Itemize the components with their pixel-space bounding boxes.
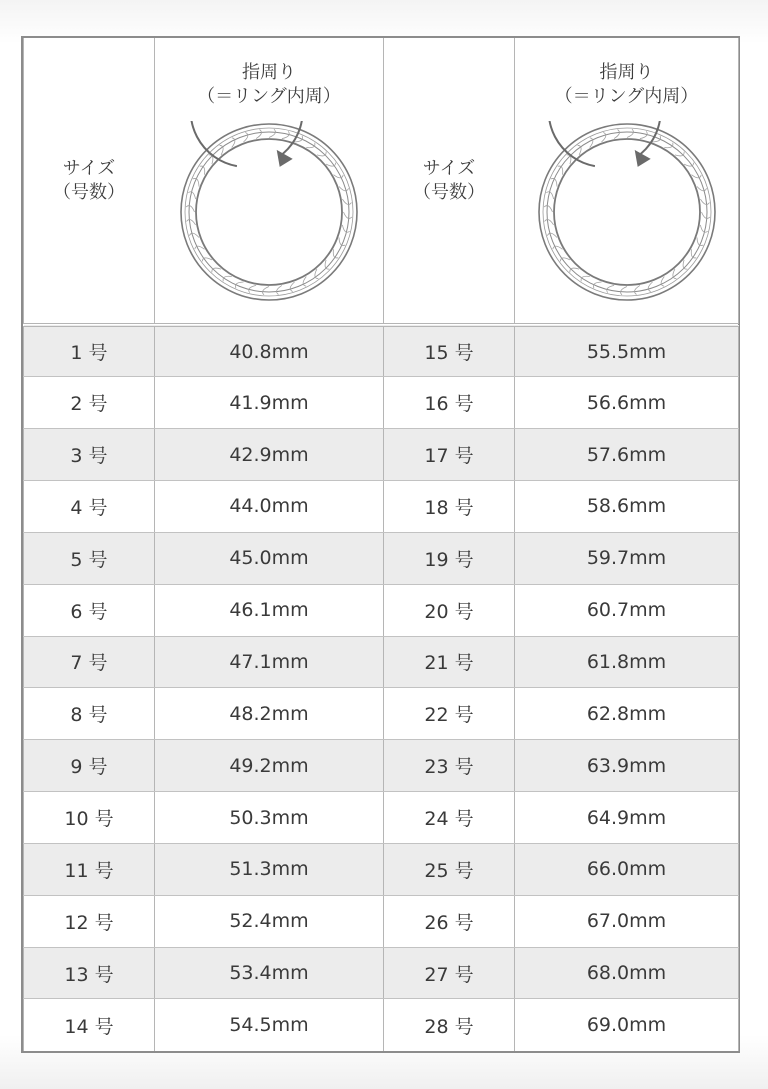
table-row: [24, 843, 739, 895]
circumference-column-header-2: [515, 38, 739, 325]
circumference-header-label: 指周り: [599, 61, 654, 83]
size-cell: 8 号: [24, 688, 155, 740]
size-cell: 11 号: [24, 843, 155, 895]
circumference-cell: 58.6mm: [515, 481, 739, 533]
circumference-cell: 40.8mm: [155, 325, 384, 377]
size-cell: 26 号: [384, 895, 515, 947]
size-cell: 14 号: [24, 999, 155, 1051]
size-cell: 25 号: [384, 843, 515, 895]
circumference-cell: 60.7mm: [515, 584, 739, 636]
size-cell: 28 号: [384, 999, 515, 1051]
table-row: [24, 532, 739, 584]
size-header-label: サイズ: [62, 157, 116, 179]
ring-with-arrow-icon: [536, 121, 718, 303]
circumference-column-header: [155, 38, 384, 325]
circumference-cell: 47.1mm: [155, 636, 384, 688]
table-row: [24, 947, 739, 999]
size-header-sublabel: （号数）: [413, 181, 485, 203]
size-cell: 12 号: [24, 895, 155, 947]
table-row: [24, 688, 739, 740]
size-cell: 19 号: [384, 532, 515, 584]
size-cell: 2 号: [24, 377, 155, 429]
table-row: [24, 792, 739, 844]
ring-with-arrow-icon: [178, 121, 360, 303]
size-cell: 4 号: [24, 481, 155, 533]
circumference-cell: 48.2mm: [155, 688, 384, 740]
size-cell: 7 号: [24, 636, 155, 688]
size-cell: 1 号: [24, 325, 155, 377]
size-cell: 10 号: [24, 792, 155, 844]
table-row: [24, 377, 739, 429]
table-row: [24, 740, 739, 792]
circumference-cell: 56.6mm: [515, 377, 739, 429]
table-header-row: [24, 38, 739, 325]
size-cell: 9 号: [24, 740, 155, 792]
circumference-cell: 54.5mm: [155, 999, 384, 1051]
circumference-cell: 44.0mm: [155, 481, 384, 533]
size-column-header-2: [384, 38, 515, 325]
size-cell: 15 号: [384, 325, 515, 377]
circumference-cell: 63.9mm: [515, 740, 739, 792]
circumference-cell: 53.4mm: [155, 947, 384, 999]
table-row: [24, 999, 739, 1051]
circumference-cell: 51.3mm: [155, 843, 384, 895]
ring-size-chart: [21, 36, 740, 1053]
size-cell: 17 号: [384, 429, 515, 481]
circumference-cell: 67.0mm: [515, 895, 739, 947]
size-cell: 18 号: [384, 481, 515, 533]
size-cell: 3 号: [24, 429, 155, 481]
circumference-cell: 49.2mm: [155, 740, 384, 792]
circumference-cell: 69.0mm: [515, 999, 739, 1051]
table-row: [24, 481, 739, 533]
circumference-cell: 59.7mm: [515, 532, 739, 584]
table-row: [24, 636, 739, 688]
size-cell: 22 号: [384, 688, 515, 740]
circumference-cell: 52.4mm: [155, 895, 384, 947]
table-row: [24, 895, 739, 947]
table-row: [24, 429, 739, 481]
size-cell: 21 号: [384, 636, 515, 688]
size-column-header: [24, 38, 155, 325]
circumference-header-label: 指周り: [242, 61, 296, 83]
circumference-cell: 55.5mm: [515, 325, 739, 377]
size-rows: [24, 325, 739, 1051]
circumference-cell: 66.0mm: [515, 843, 739, 895]
circumference-cell: 42.9mm: [155, 429, 384, 481]
size-cell: 13 号: [24, 947, 155, 999]
size-cell: 24 号: [384, 792, 515, 844]
circumference-cell: 50.3mm: [155, 792, 384, 844]
circumference-cell: 68.0mm: [515, 947, 739, 999]
table-row: [24, 325, 739, 377]
size-cell: 5 号: [24, 532, 155, 584]
size-cell: 16 号: [384, 377, 515, 429]
circumference-header-sublabel: （＝リング内周）: [197, 85, 341, 107]
size-cell: 6 号: [24, 584, 155, 636]
circumference-cell: 62.8mm: [515, 688, 739, 740]
circumference-cell: 61.8mm: [515, 636, 739, 688]
circumference-cell: 46.1mm: [155, 584, 384, 636]
ring-size-table: [23, 38, 739, 1051]
table-row: [24, 584, 739, 636]
size-cell: 23 号: [384, 740, 515, 792]
size-header-label: サイズ: [422, 157, 476, 179]
size-cell: 20 号: [384, 584, 515, 636]
size-header-sublabel: （号数）: [53, 181, 125, 203]
circumference-cell: 41.9mm: [155, 377, 384, 429]
circumference-cell: 45.0mm: [155, 532, 384, 584]
circumference-cell: 57.6mm: [515, 429, 739, 481]
size-cell: 27 号: [384, 947, 515, 999]
circumference-cell: 64.9mm: [515, 792, 739, 844]
circumference-header-sublabel: （＝リング内周）: [554, 85, 699, 107]
